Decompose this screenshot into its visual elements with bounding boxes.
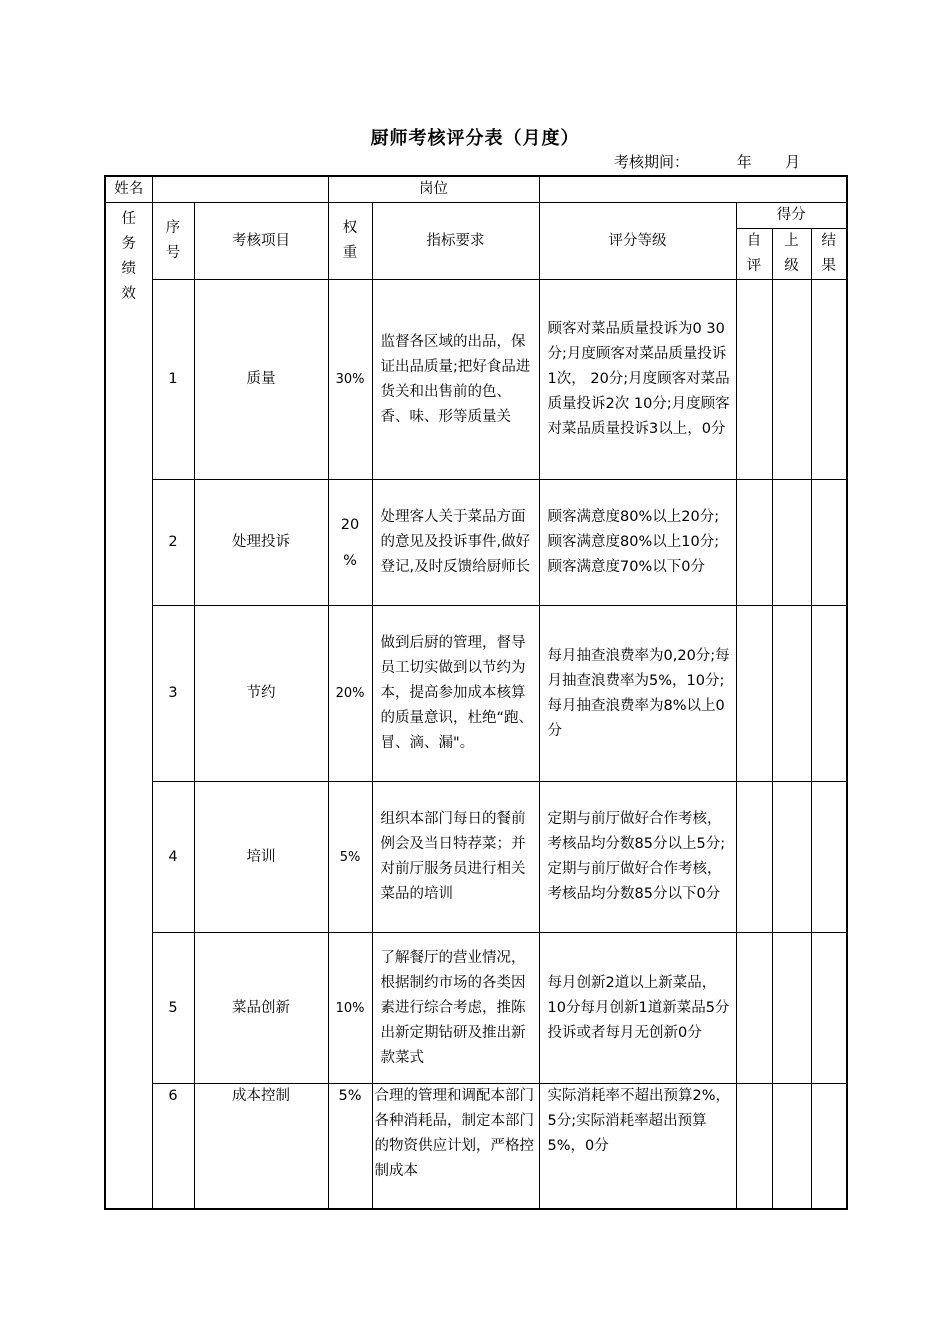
row-indicator: 做到后厨的管理，督导员工切实做到以节约为本，提高参加成本核算的质量意识，杜绝“跑、冒、滴、漏"。 (372, 606, 539, 782)
result-score-cell[interactable] (811, 782, 847, 933)
row-seq: 2 (152, 480, 194, 606)
name-label: 姓名 (105, 176, 152, 203)
row-item: 菜品创新 (194, 933, 328, 1084)
row-weight: 30% (328, 280, 372, 480)
row-weight: 20 % (328, 480, 372, 606)
period-year: 年 (736, 153, 752, 171)
indicator-header: 指标要求 (372, 203, 539, 280)
row-weight: 5% (328, 782, 372, 933)
result-score-cell[interactable] (811, 933, 847, 1084)
result-score-cell[interactable] (811, 1084, 847, 1210)
row-seq: 4 (152, 782, 194, 933)
row-grade: 实际消耗率不超出预算2%，5分;实际消耗率超出预算5%，0分 (539, 1084, 736, 1210)
row-indicator: 组织本部门每日的餐前例会及当日特荐菜；并对前厅服务员进行相关菜品的培训 (372, 782, 539, 933)
row-grade: 顾客对菜品质量投诉为0 30分;月度顾客对菜品质量投诉1次， 20分;月度顾客对菜品质量投诉2次 10分;月度顾客对菜品质量投诉3以上，0分 (539, 280, 736, 480)
row-item: 节约 (194, 606, 328, 782)
header-row (105, 203, 847, 229)
superior-eval-header: 上 级 (772, 229, 811, 280)
row-item: 成本控制 (194, 1084, 328, 1210)
seq-header: 序 号 (152, 203, 194, 280)
self-score-cell[interactable] (736, 1084, 772, 1210)
result-score-cell[interactable] (811, 606, 847, 782)
table-row (105, 782, 847, 933)
superior-score-cell[interactable] (772, 1084, 811, 1210)
self-score-cell[interactable] (736, 933, 772, 1084)
page-title: 厨师考核评分表（月度） (370, 128, 580, 149)
self-score-cell[interactable] (736, 606, 772, 782)
table-row (105, 933, 847, 1084)
table-row (105, 606, 847, 782)
self-score-cell[interactable] (736, 280, 772, 480)
table-row (105, 480, 847, 606)
name-row (105, 176, 847, 203)
row-grade: 每月创新2道以上新菜品，10分每月创新1道新菜品5分投诉或者每月无创新0分 (539, 933, 736, 1084)
self-score-cell[interactable] (736, 782, 772, 933)
position-input-cell[interactable] (539, 176, 847, 203)
row-item: 培训 (194, 782, 328, 933)
superior-score-cell[interactable] (772, 933, 811, 1084)
row-seq: 5 (152, 933, 194, 1084)
table-row (105, 280, 847, 480)
period-month: 月 (785, 153, 801, 171)
weight-header: 权 重 (328, 203, 372, 280)
row-indicator: 监督各区域的出品，保证出品质量;把好食品进货关和出售前的色、香、味、形等质量关 (372, 280, 539, 480)
assessment-period (614, 151, 800, 172)
row-item: 质量 (194, 280, 328, 480)
result-score-cell[interactable] (811, 480, 847, 606)
name-input-cell[interactable] (152, 176, 328, 203)
self-eval-header: 自 评 (736, 229, 772, 280)
evaluation-table (104, 175, 848, 1210)
result-header: 结 果 (811, 229, 847, 280)
superior-score-cell[interactable] (772, 782, 811, 933)
superior-score-cell[interactable] (772, 280, 811, 480)
period-label: 考核期间： (614, 153, 690, 171)
section-label: 任 务 绩 效 (105, 203, 152, 1210)
score-header: 得分 (736, 203, 847, 229)
row-seq: 6 (152, 1084, 194, 1210)
item-header: 考核项目 (194, 203, 328, 280)
row-indicator: 合理的管理和调配本部门各种消耗品，制定本部门的物资供应计划，严格控制成本 (372, 1084, 539, 1210)
row-weight: 10% (328, 933, 372, 1084)
grade-header: 评分等级 (539, 203, 736, 280)
row-indicator: 了解餐厅的营业情况，根据制约市场的各类因素进行综合考虑，推陈出新定期钻研及推出新款菜式 (372, 933, 539, 1084)
row-grade: 每月抽查浪费率为0,20分;每月抽查浪费率为5%，10分;每月抽查浪费率为8%以上0分 (539, 606, 736, 782)
row-weight: 20% (328, 606, 372, 782)
table-row (105, 1084, 847, 1210)
self-score-cell[interactable] (736, 480, 772, 606)
superior-score-cell[interactable] (772, 480, 811, 606)
row-grade: 定期与前厅做好合作考核，考核品均分数85分以上5分;定期与前厅做好合作考核，考核品均分数85分以下0分 (539, 782, 736, 933)
position-label: 岗位 (328, 176, 539, 203)
row-seq: 3 (152, 606, 194, 782)
row-grade: 顾客满意度80%以上20分;顾客满意度80%以上10分;顾客满意度70%以下0分 (539, 480, 736, 606)
result-score-cell[interactable] (811, 280, 847, 480)
row-item: 处理投诉 (194, 480, 328, 606)
superior-score-cell[interactable] (772, 606, 811, 782)
row-seq: 1 (152, 280, 194, 480)
row-weight: 5% (328, 1084, 372, 1210)
row-indicator: 处理客人关于菜品方面的意见及投诉事件,做好登记,及时反馈给厨师长 (372, 480, 539, 606)
